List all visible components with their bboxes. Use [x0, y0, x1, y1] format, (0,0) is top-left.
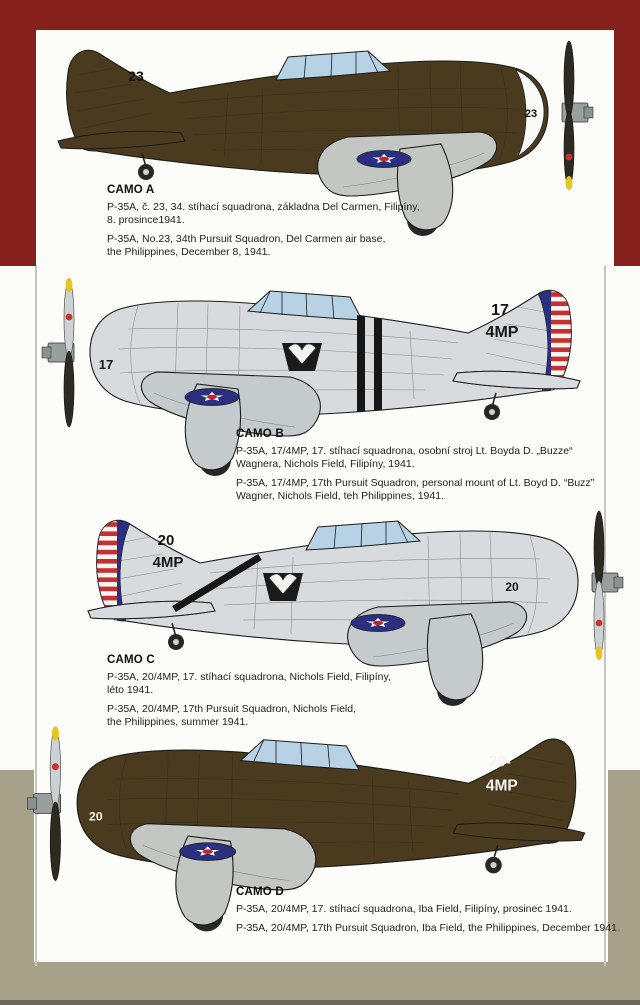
caption-label: CAMO D	[236, 886, 284, 898]
caption-czech	[107, 671, 497, 697]
caption-camo-c	[107, 654, 497, 735]
cowl-code: 23	[524, 108, 538, 120]
caption-czech	[236, 903, 626, 916]
caption-label: CAMO A	[107, 184, 155, 196]
tail-code: 20-	[488, 753, 511, 771]
caption-english	[107, 233, 497, 259]
caption-line: the Philippines, summer 1941.	[107, 716, 249, 728]
caption-line: P-35A, 20/4MP, 17th Pursuit Squadron, Nichols Field,	[107, 703, 357, 715]
caption-line: P-35A, 17/4MP, 17. stíhací squadrona, osobní stroj Lt. Boyda D. „Buzze“	[236, 445, 573, 457]
caption-english	[107, 703, 497, 729]
tail-code: 20	[157, 532, 175, 549]
caption-line: P-35A, 17/4MP, 17th Pursuit Squadron, personal mount of Lt. Boyd D. “Buzz”	[236, 477, 595, 489]
caption-line: P-35A, 20/4MP, 17. stíhací squadrona, Iba Field, Filipíny, prosinec 1941.	[236, 903, 572, 915]
caption-camo-b	[236, 428, 626, 509]
caption-czech	[107, 201, 497, 227]
wing-roundel	[351, 615, 405, 632]
tail-code-bottom: 4MP	[152, 554, 184, 571]
squadron-emblem	[282, 343, 322, 371]
caption-line: léto 1941.	[107, 684, 154, 696]
wing-roundel	[357, 151, 411, 168]
caption-label: CAMO B	[236, 428, 284, 440]
caption-line: Wagnera, Nichols Field, Filipíny, 1941.	[236, 458, 415, 470]
box-edge-right	[614, 0, 640, 266]
tail-code: 23	[128, 68, 144, 84]
caption-line: Wagner, Nichols Field, teh Philippines, 1941.	[236, 490, 444, 502]
caption-english	[236, 477, 626, 503]
caption-label: CAMO C	[107, 654, 155, 666]
cowl-code: 17	[98, 357, 114, 372]
caption-czech	[236, 445, 626, 471]
caption-line: the Philippines, December 8, 1941.	[107, 246, 271, 258]
wing-roundel	[180, 843, 236, 861]
caption-english	[236, 922, 626, 935]
propeller	[42, 278, 74, 427]
caption-camo-a	[107, 184, 497, 265]
cowl-code: 20	[505, 580, 519, 594]
propeller	[562, 41, 593, 190]
propeller	[592, 511, 623, 660]
squadron-emblem	[263, 573, 303, 601]
propeller	[27, 726, 60, 880]
box-edge-top	[0, 0, 640, 30]
cardboard-edge-bottom	[0, 962, 640, 1005]
tail-code-bottom: 4MP	[485, 777, 518, 795]
cowl-code: 20	[88, 809, 103, 824]
caption-line: P-35A, č. 23, 34. stíhací squadrona, základna Del Carmen, Filipíny,	[107, 201, 420, 213]
caption-line: P-35A, 20/4MP, 17th Pursuit Squadron, Iba Field, the Philippines, December 1941.	[236, 922, 620, 934]
caption-camo-d	[236, 886, 626, 941]
caption-line: P-35A, No.23, 34th Pursuit Squadron, Del Carmen air base,	[107, 233, 386, 245]
wing-roundel	[185, 389, 239, 406]
tail-code: 17	[491, 302, 509, 319]
box-edge-left	[0, 0, 36, 266]
bottom-shadow	[0, 1000, 640, 1005]
caption-line: P-35A, 20/4MP, 17. stíhací squadrona, Nichols Field, Filipíny,	[107, 671, 391, 683]
caption-line: 8. prosince1941.	[107, 214, 185, 226]
tail-code-bottom: 4MP	[485, 324, 519, 341]
